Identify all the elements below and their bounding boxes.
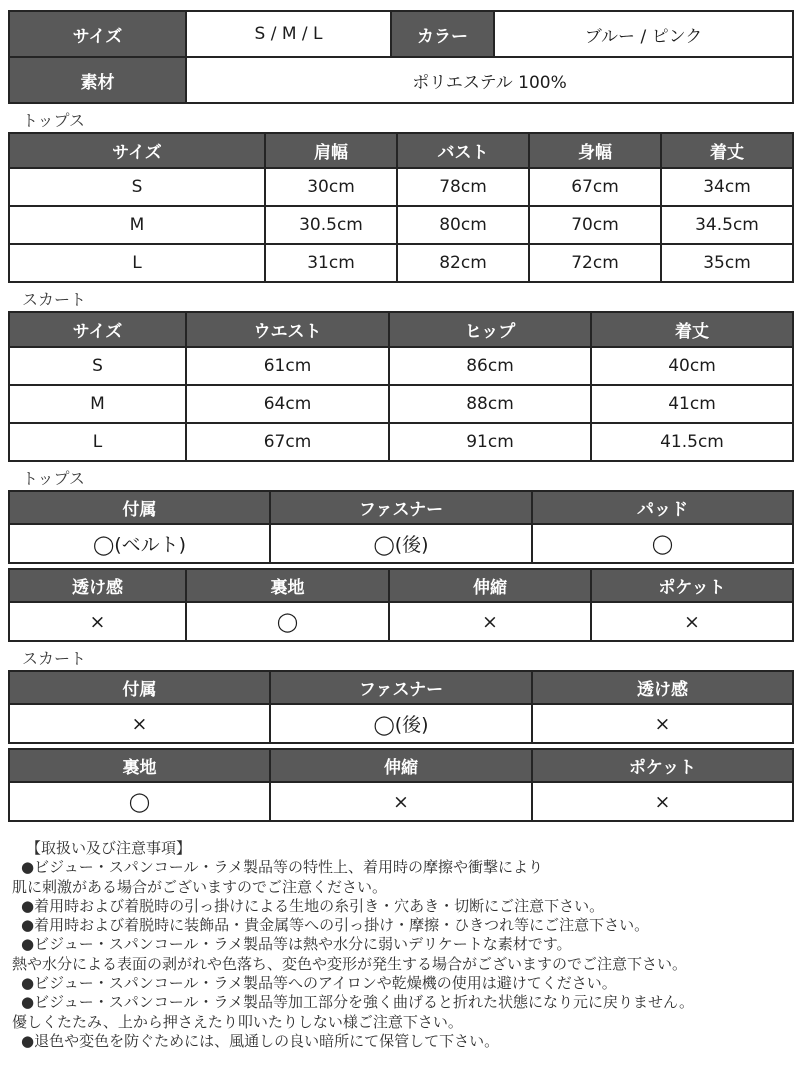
tops-attrs-table-2 — [8, 568, 794, 642]
attr-value-row — [9, 704, 793, 743]
attr-value-cell: ◯(後) — [270, 524, 532, 563]
measurement-cell: 91cm — [389, 423, 591, 461]
note-line: 優しくたたみ、上から押さえたり叩いたりしない様ご注意下さい。 — [12, 1012, 463, 1031]
note-line: ●ビジュー・スパンコール・ラメ製品等加工部分を強く曲げると折れた状態になり元に戻りません。 — [21, 993, 694, 1012]
size-cell: S — [9, 168, 265, 206]
table-row — [9, 385, 793, 423]
table-row — [9, 423, 793, 461]
material-header-cell: 素材 — [9, 57, 186, 103]
measurement-cell: 88cm — [389, 385, 591, 423]
measurement-cell: 64cm — [186, 385, 389, 423]
note-line: ●ビジュー・スパンコール・ラメ製品等の特性上、着用時の摩擦や衝撃により — [21, 858, 544, 877]
spec-table — [8, 10, 794, 104]
measurement-cell: 40cm — [591, 347, 793, 385]
handling-notes — [12, 839, 792, 1051]
attr-value-cell: × — [532, 782, 793, 821]
column-header-cell: サイズ — [9, 312, 186, 347]
attr-header-cell: 裏地 — [186, 569, 389, 602]
table-row — [9, 206, 793, 244]
measurement-cell: 30.5cm — [265, 206, 397, 244]
column-header-cell: 身幅 — [529, 133, 661, 168]
measurement-cell: 31cm — [265, 244, 397, 282]
attr-header-cell: 透け感 — [9, 569, 186, 602]
note-line: ●ビジュー・スパンコール・ラメ製品等は熱や水分に弱いデリケートな素材です。 — [21, 935, 572, 954]
measurement-cell: 41.5cm — [591, 423, 793, 461]
note-line: 熱や水分による表面の剥がれや色落ち、変色や変形が発生する場合がございますのでご注意下さい。 — [12, 954, 688, 973]
skirt-size-section-label: スカート — [22, 290, 87, 309]
measurement-cell: 34cm — [661, 168, 793, 206]
size-cell: L — [9, 423, 186, 461]
skirt-attrs-section-label: スカート — [22, 649, 87, 668]
material-value-cell: ポリエステル 100% — [186, 57, 793, 103]
attr-value-row — [9, 782, 793, 821]
attr-header-row — [9, 491, 793, 524]
attr-header-cell: 伸縮 — [270, 749, 532, 782]
column-header-cell: 着丈 — [591, 312, 793, 347]
column-header-cell: バスト — [397, 133, 529, 168]
attr-value-cell: ◯(後) — [270, 704, 532, 743]
measurement-cell: 67cm — [529, 168, 661, 206]
color-header-cell: カラー — [391, 11, 494, 57]
measurement-cell: 61cm — [186, 347, 389, 385]
attr-header-cell: パッド — [532, 491, 793, 524]
attr-value-cell: ◯ — [532, 524, 793, 563]
measurement-cell: 41cm — [591, 385, 793, 423]
tops-size-table — [8, 132, 794, 283]
tops-size-header-row — [9, 133, 793, 168]
attr-header-cell: 付属 — [9, 671, 270, 704]
table-row — [9, 244, 793, 282]
measurement-cell: 70cm — [529, 206, 661, 244]
attr-value-cell: × — [9, 704, 270, 743]
attr-value-row — [9, 524, 793, 563]
measurement-cell: 72cm — [529, 244, 661, 282]
attr-value-cell: ◯ — [186, 602, 389, 641]
measurement-cell: 67cm — [186, 423, 389, 461]
tops-attrs-section-label: トップス — [22, 469, 85, 488]
note-line: ●退色や変色を防ぐためには、風通しの良い暗所にて保管して下さい。 — [21, 1031, 500, 1050]
attr-value-cell: × — [389, 602, 591, 641]
size-header-cell: サイズ — [9, 11, 186, 57]
note-line: ●着用時および着脱時の引っ掛けによる生地の糸引き・穴あき・切断にご注意下さい。 — [21, 896, 605, 915]
size-value-cell: S / M / L — [186, 11, 391, 57]
size-cell: S — [9, 347, 186, 385]
measurement-cell: 78cm — [397, 168, 529, 206]
table-row — [9, 347, 793, 385]
spec-size-color-row — [9, 11, 793, 57]
column-header-cell: 肩幅 — [265, 133, 397, 168]
tops-attrs-table-1 — [8, 490, 794, 564]
attr-header-cell: 伸縮 — [389, 569, 591, 602]
skirt-attrs-table-2 — [8, 748, 794, 822]
spec-material-row — [9, 57, 793, 103]
attr-header-row — [9, 569, 793, 602]
skirt-attrs-table-1 — [8, 670, 794, 744]
measurement-cell: 30cm — [265, 168, 397, 206]
attr-value-cell: × — [591, 602, 793, 641]
attr-value-cell: ◯ — [9, 782, 270, 821]
attr-header-cell: ポケット — [532, 749, 793, 782]
attr-value-row — [9, 602, 793, 641]
attr-header-cell: ポケット — [591, 569, 793, 602]
size-cell: M — [9, 385, 186, 423]
notes-title: 【取扱い及び注意事項】 — [26, 839, 192, 857]
color-value-cell: ブルー / ピンク — [494, 11, 793, 57]
measurement-cell: 82cm — [397, 244, 529, 282]
attr-header-cell: 裏地 — [9, 749, 270, 782]
attr-header-row — [9, 749, 793, 782]
measurement-cell: 80cm — [397, 206, 529, 244]
column-header-cell: ヒップ — [389, 312, 591, 347]
measurement-cell: 86cm — [389, 347, 591, 385]
attr-header-cell: 透け感 — [532, 671, 793, 704]
measurement-cell: 35cm — [661, 244, 793, 282]
table-row — [9, 168, 793, 206]
size-cell: L — [9, 244, 265, 282]
column-header-cell: ウエスト — [186, 312, 389, 347]
tops-size-section-label: トップス — [22, 111, 85, 130]
attr-value-cell: × — [9, 602, 186, 641]
note-line: ●着用時および着脱時に装飾品・貴金属等への引っ掛け・摩擦・ひきつれ等にご注意下さい。 — [21, 916, 650, 935]
measurement-cell: 34.5cm — [661, 206, 793, 244]
column-header-cell: 着丈 — [661, 133, 793, 168]
attr-value-cell: ◯(ベルト) — [9, 524, 270, 563]
size-cell: M — [9, 206, 265, 244]
attr-header-cell: ファスナー — [270, 671, 532, 704]
attr-header-cell: 付属 — [9, 491, 270, 524]
note-line: ●ビジュー・スパンコール・ラメ製品等へのアイロンや乾燥機の使用は避けてください。 — [21, 974, 617, 993]
attr-header-row — [9, 671, 793, 704]
skirt-size-header-row — [9, 312, 793, 347]
attr-header-cell: ファスナー — [270, 491, 532, 524]
note-line: 肌に刺激がある場合がございますのでご注意ください。 — [12, 877, 388, 896]
column-header-cell: サイズ — [9, 133, 265, 168]
skirt-size-table — [8, 311, 794, 462]
attr-value-cell: × — [270, 782, 532, 821]
attr-value-cell: × — [532, 704, 793, 743]
